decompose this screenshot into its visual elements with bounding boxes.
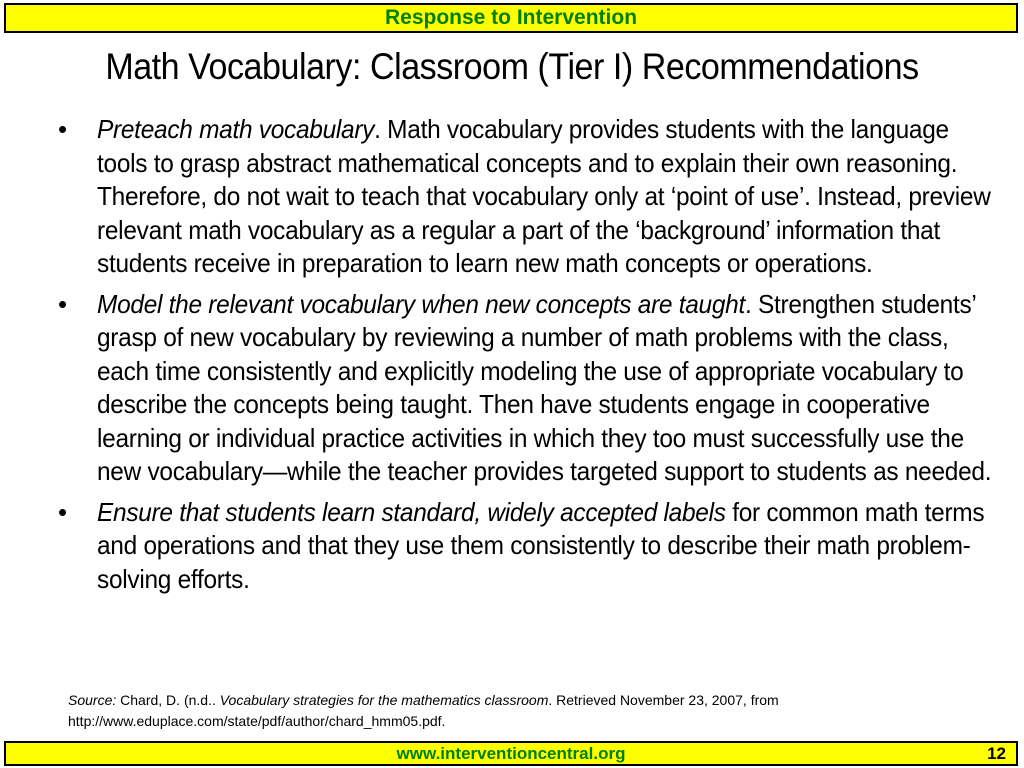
footer-site-link[interactable]: www.interventioncentral.org xyxy=(396,744,626,763)
footer-banner xyxy=(4,741,1018,766)
bullet-item xyxy=(52,113,1002,281)
bullet-text xyxy=(97,496,999,597)
source-label: Source: xyxy=(68,692,117,708)
page-number: 12 xyxy=(987,744,1006,763)
bullet-marker: • xyxy=(58,114,67,144)
bullet-body: . Strengthen students’ grasp of new vocabulary by reviewing a number of math problems with the class, each time consistently and explicitly modeling the use of appropriate vocabulary to describe the concepts being taught. Then have students engage in cooperative learning or individual practice activities in which they too must successfully use the new vocabulary—while the teacher provides targeted support to students as needed. xyxy=(97,288,992,486)
source-title: Vocabulary strategies for the mathematics classroom xyxy=(219,692,549,708)
bullet-marker: • xyxy=(58,288,67,319)
source-rest: . Retrieved November 23, 2007, from http://www.eduplace.com/state/pdf/author/chard_hmm05.pdf. xyxy=(68,692,779,729)
bullet-item xyxy=(52,496,1002,597)
bullet-text xyxy=(97,288,999,489)
source-author: Chard, D. (n.d.. xyxy=(116,692,220,708)
bullet-lead: Ensure that students learn standard, widely accepted labels xyxy=(97,496,726,527)
bullet-body: for common math terms and operations and that they use them consistently to describe their math problem-solving efforts. xyxy=(97,496,985,594)
header-banner-text: Response to Intervention xyxy=(384,6,638,29)
source-citation xyxy=(68,690,948,732)
bullet-text xyxy=(97,113,999,281)
slide-title: Math Vocabulary: Classroom (Tier I) Recommendations xyxy=(105,46,919,87)
bullet-marker: • xyxy=(58,496,67,527)
bullet-lead: Preteach math vocabulary xyxy=(97,114,375,144)
bullet-item xyxy=(52,288,1002,489)
bullet-list xyxy=(52,113,1002,603)
header-banner xyxy=(4,3,1018,33)
bullet-lead: Model the relevant vocabulary when new concepts are taught xyxy=(97,288,746,319)
bullet-body: . Math vocabulary provides students with the language tools to grasp abstract mathematical concepts and to explain their own reasoning. Therefore, do not wait to teach that vocabulary only at ‘point of use’. Instead, preview relevant math vocabulary as a regular a part of the ‘background’ information that students receive in preparation to learn new math concepts or operations. xyxy=(97,114,991,278)
